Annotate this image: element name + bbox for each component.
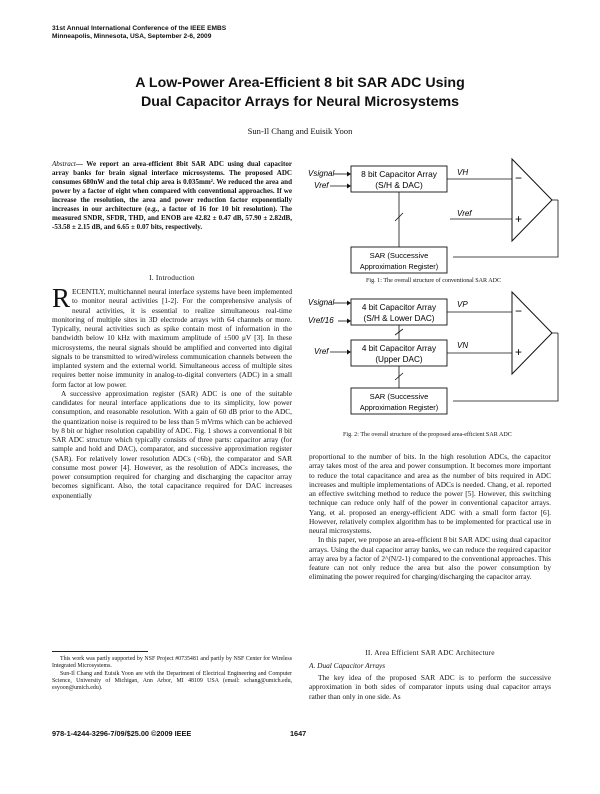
intro-paragraph-1	[52, 283, 292, 389]
fig2-label-vsignal: Vsignal	[308, 298, 335, 307]
footnote-rule	[52, 651, 148, 652]
drop-cap: R	[52, 283, 71, 313]
fig1-comparator-minus: −	[515, 171, 523, 185]
abstract	[52, 160, 292, 232]
fig2-label-vn: VN	[457, 341, 469, 350]
footnote	[52, 656, 292, 692]
fig1-comparator-plus: +	[515, 212, 523, 226]
fig2-arrow-vref16	[347, 319, 351, 324]
figure-1-caption: Fig. 1: The overall structure of conventional SAR ADC	[366, 278, 502, 284]
right-paragraph-1: proportional to the number of bits. In the high resolution ADCs, the capacitor array takes most of the area and power consumption. It becomes more important to reduce the total capacitance and area as the number of bits required in ADC increases and multiple implementations of ADCs is needed. Chang, et al. reported an effective switching method to reduce the power [5]. However, this switching technique can reduce only half of the power in conventional capacitor arrays. Yang, et al. proposed an energy-efficient ADC with a small form factor [6]. However, relatively complex algorithm has to be implemented for practical use in neural microsystems.	[309, 452, 551, 535]
fig1-arrow-vsignal	[347, 172, 351, 177]
figure-2-proposed-sar-adc	[300, 290, 560, 428]
paper-title	[40, 74, 560, 112]
right-paragraph-3-text: The key idea of the proposed SAR ADC is to perform the successive approximation in both sides of comparator inputs using dual capacitor arrays rather than only in one side. As	[309, 673, 551, 701]
fig2-upper-line-2: (S/H & Lower DAC)	[363, 314, 435, 323]
fig1-label-vh: VH	[457, 168, 469, 177]
intro-body	[52, 283, 292, 500]
fig2-arrow-vref	[347, 350, 351, 355]
fig2-lower-line-2: (Upper DAC)	[375, 355, 423, 364]
intro-first-word: ECENTLY,	[72, 287, 106, 296]
fig2-comparator-plus: +	[515, 345, 523, 359]
fig1-cap-line-2: (S/H & DAC)	[375, 180, 423, 190]
right-paragraph-3	[309, 673, 551, 701]
subsection-heading-dual-capacitor: A. Dual Capacitor Arrays	[309, 661, 386, 670]
conference-location: Minneapolis, Minnesota, USA, September 2-6, 2009	[52, 33, 212, 40]
fig2-upper-line-1: 4 bit Capacitor Array	[361, 303, 437, 312]
fig1-label-vsignal: Vsignal	[308, 169, 335, 178]
fig1-sar-line-2: Approximation Register)	[359, 262, 439, 271]
figure-1-conventional-sar-adc	[300, 155, 560, 275]
section-heading-architecture: II. Area Efficient SAR ADC Architecture	[365, 648, 495, 657]
fig2-sar-line-2: Approximation Register)	[359, 403, 439, 412]
footnote-funding: This work was partly supported by NSF Project #0735481 and partly by NSF Center for Wireless Integrated Microsystems.	[52, 656, 292, 670]
authors: Sun-Il Chang and Euisik Yoon	[247, 126, 353, 136]
conference-header	[52, 25, 226, 41]
fig1-arrow-vref	[347, 184, 351, 189]
fig1-label-vref-out: Vref	[457, 209, 472, 218]
footer-isbn: 978-1-4244-3296-7/09/$25.00 ©2009 IEEE	[52, 729, 192, 738]
intro-p1-text: multichannel neural interface systems have been implemented to monitor neural activities [1-2]. For the comprehensive analysis of neural activities, it is essential to realize simultaneous real-time monitoring of multiple sites in 3D electrode arrays with 64 channels or more. Typically, neural activities such as spike contain most of information in the bandwidth below 10 kHz with maximum amplitude of ±500 μV [3]. In these microsystems, the neural signals should be amplified and converted into digital signals to be transmitted to wired/wireless communication channels between the implanted system and the external world. Simultaneous access of multiple sites requires better noise immunity in analog-to-digital converters (ADC) in a small form factor at low power.	[52, 287, 292, 389]
fig1-label-vref: Vref	[314, 181, 329, 190]
page-number: 1647	[290, 729, 307, 738]
right-column-body	[309, 452, 551, 582]
intro-paragraph-2: A successive approximation register (SAR) ADC is one of the suitable candidates for neural interface applications due to its simplicity, low power consumption, and reasonable resolution. With a gain of 60 dB prior to the ADC, the quantization noise is required to be less than 5 mVrms which can be achieved by 8 bit or higher resolution capability of ADC. Fig. 1 shows a conventional 8 bit SAR ADC structure which typically consists of three parts: capacitor array (for sample and hold and DAC), comparator, and successive approximation register (SAR). For relatively lower resolution ADCs (<6b), the comparator and SAR consume most power [4]. However, as the resolution of ADCs increases, the power consumption required for charging and discharging the capacitor array becomes significant. Also, the total capacitance required for DAC increases exponentially	[52, 388, 292, 500]
abstract-text: — We report an area-efficient 8bit SAR ADC using dual capacitor array banks for brain signal interface microsystems. The proposed ADC consumes 680nW and the total chip area is 0.035mm². We reduced the area and power by a factor of eight when compared with conventional approaches. If we increase the resolution, the area and power reduction factor exponentially increases in our architecture (e.g., a factor of 16 for 10 bit resolution). The measured SNDR, SFDR, THD, and ENOB are 42.82 ± 0.47 dB, 57.90 ± 2.82dB, -53.58 ± 2.15 dB, and 6.65 ± 0.07 bits, respectively.	[52, 160, 292, 231]
section-heading-introduction: I. Introduction	[149, 273, 195, 282]
fig2-label-vp: VP	[457, 300, 468, 309]
footnote-affiliation: Sun-Il Chang and Euisik Yoon are with the Department of Electrical Engineering and Computer Science, University of Michigan, Ann Arbor, MI 48109 USA (email: schang@umich.edu, esyoon@umich.edu).	[52, 670, 292, 692]
fig2-sar-line-1: SAR (Successive	[369, 392, 429, 401]
fig2-lower-line-1: 4 bit Capacitor Array	[361, 344, 437, 353]
fig2-arrow-vsignal	[347, 301, 351, 306]
fig2-label-vref: Vref	[314, 347, 329, 356]
fig1-sar-line-1: SAR (Successive	[369, 251, 429, 260]
conference-name: 31st Annual International Conference of the IEEE EMBS	[52, 25, 227, 32]
title-line-1: A Low-Power Area-Efficient 8 bit SAR ADC Using	[135, 75, 465, 91]
fig2-label-vref16: Vref/16	[308, 316, 334, 325]
fig1-cap-line-1: 8 bit Capacitor Array	[361, 169, 437, 179]
right-paragraph-2: In this paper, we propose an area-efficient 8 bit SAR ADC using dual capacitor arrays. Using the dual capacitor array banks, we can reduce the required capacitor array area by a factor of 2^(N/2-1) compared to the conventional approaches. This feature can not only reduce the area but also the power consumption by eliminating the power required for charging/discharging the capacitor array.	[309, 535, 551, 582]
title-line-2: Dual Capacitor Arrays for Neural Microsystems	[140, 94, 460, 110]
fig2-comparator-minus: −	[515, 304, 523, 318]
abstract-lead: Abstract	[52, 160, 76, 168]
figure-2-caption: Fig. 2: The overall structure of the proposed area-efficient SAR ADC	[343, 432, 512, 438]
